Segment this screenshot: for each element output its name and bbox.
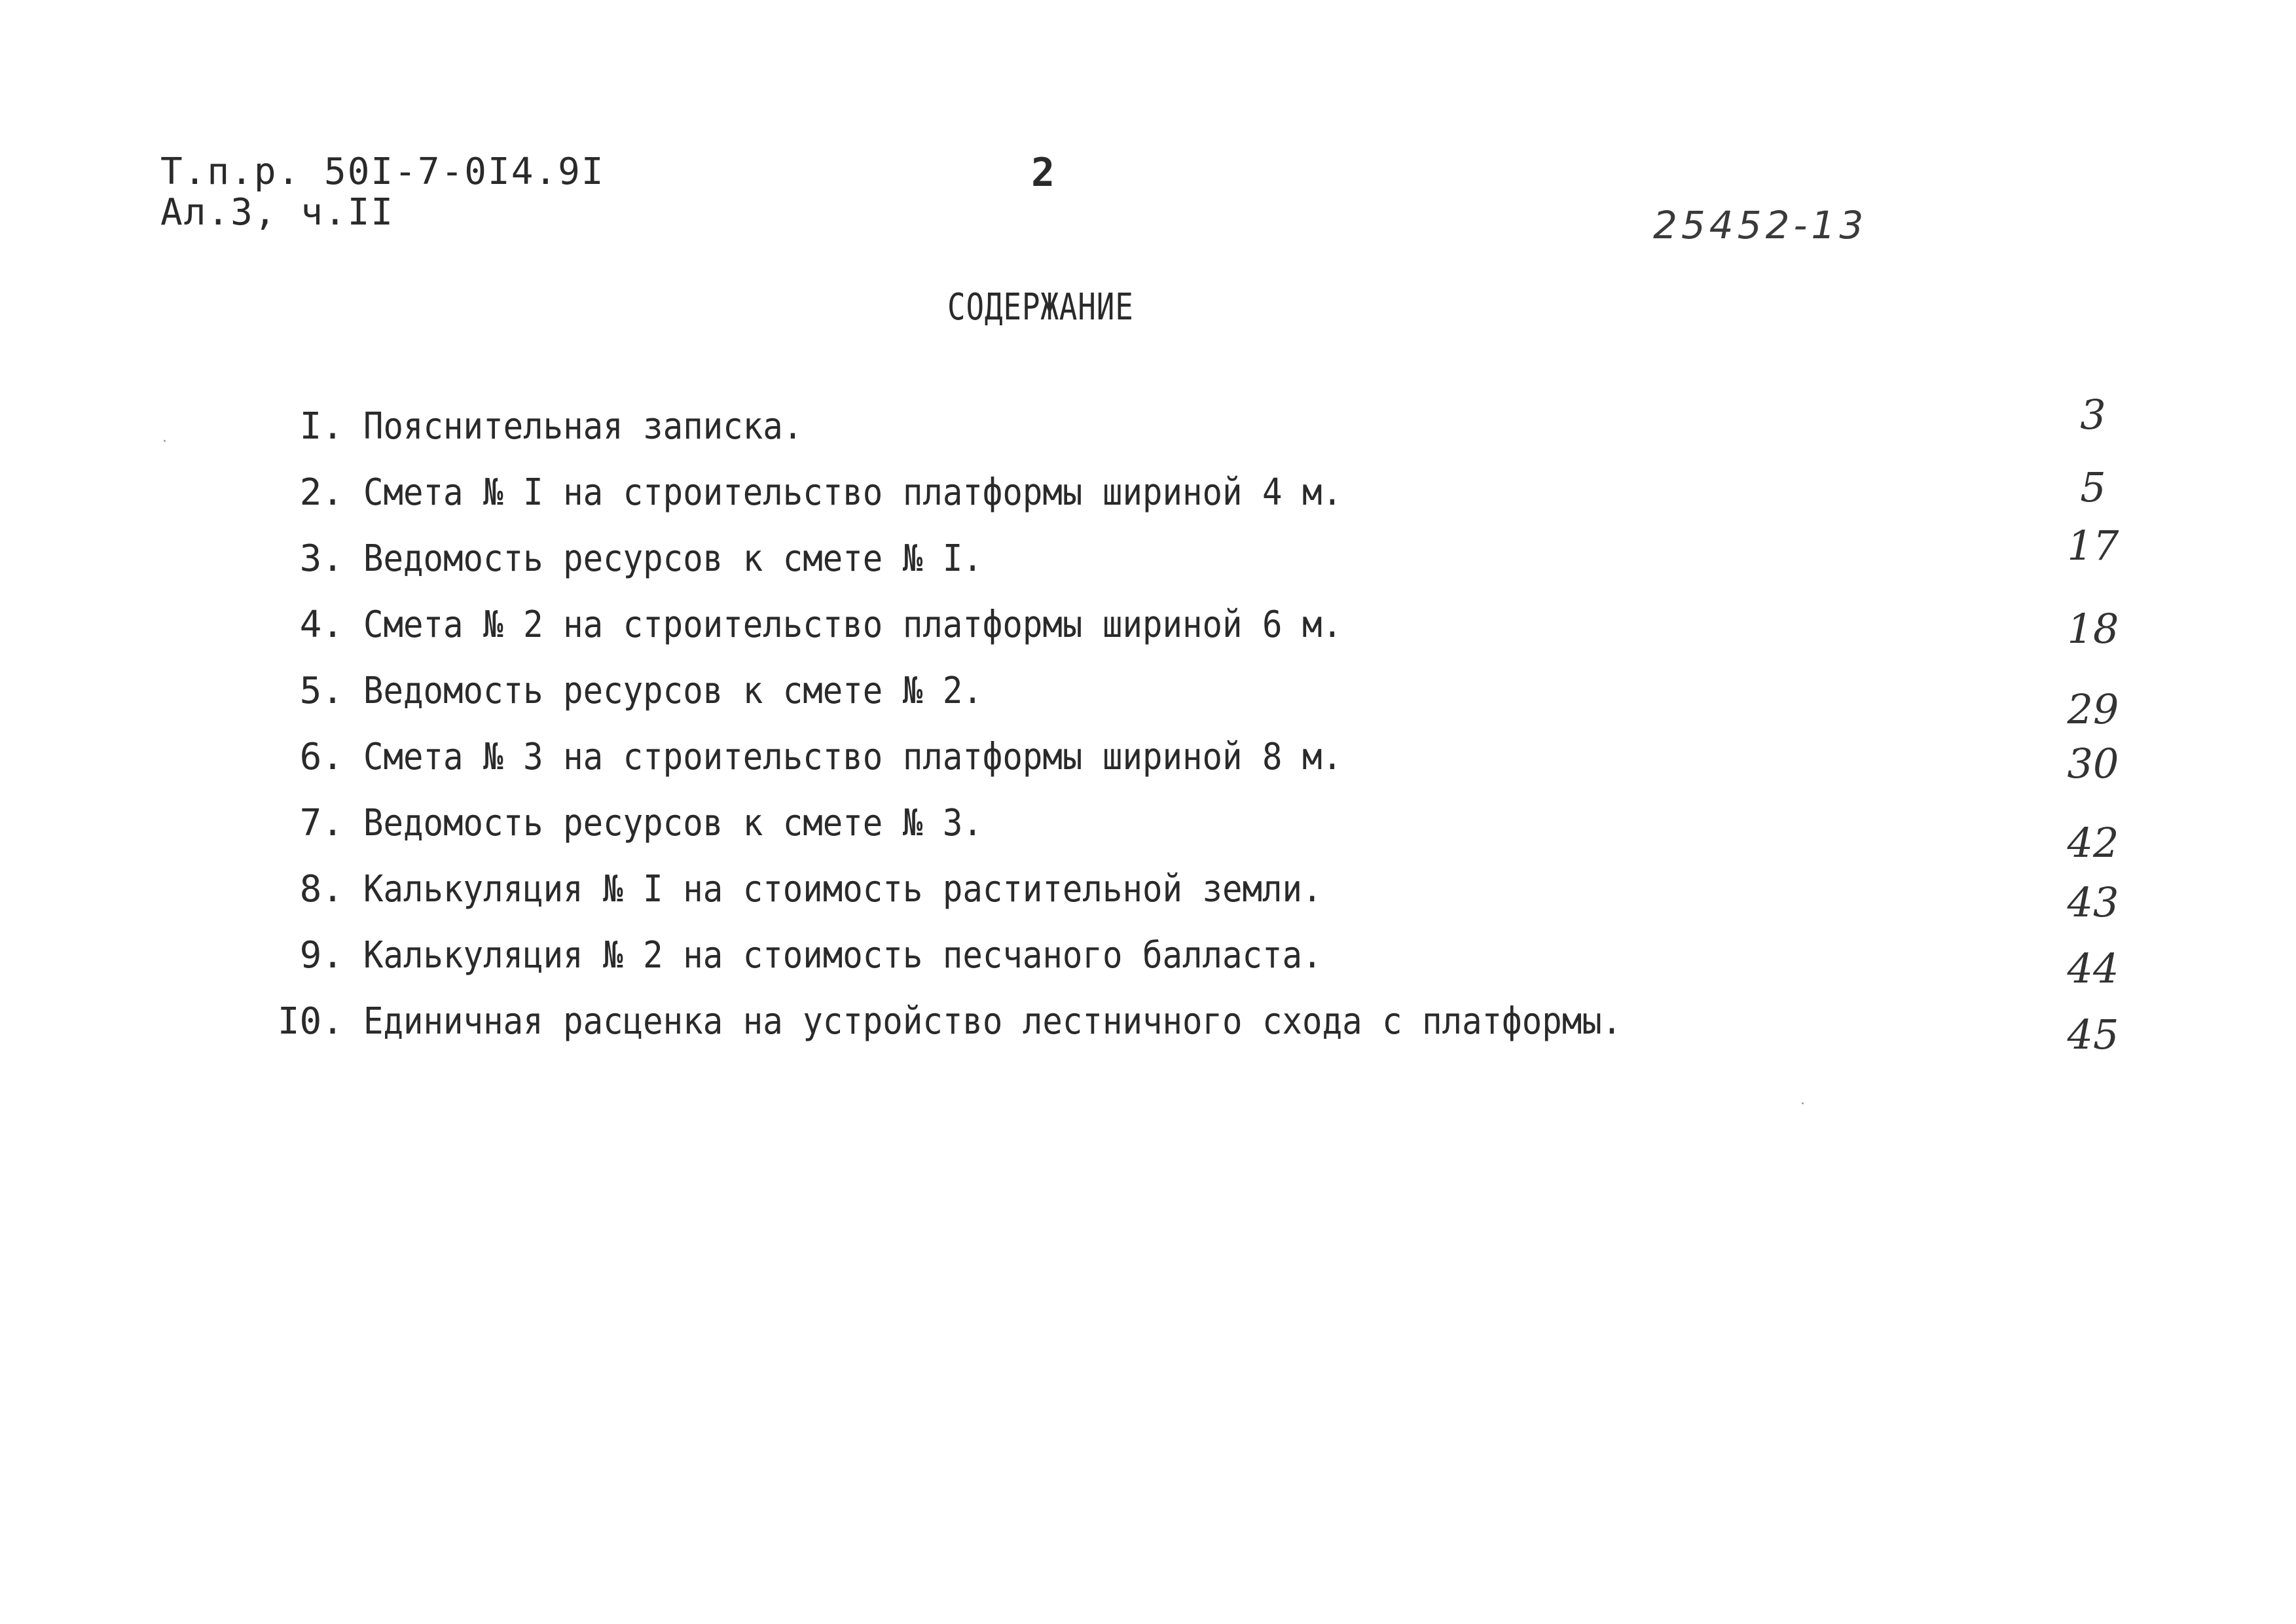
toc-item-page: 42 <box>2067 819 2119 867</box>
table-of-contents <box>0 391 2296 1062</box>
toc-item-number: 5. <box>299 670 344 712</box>
scan-speck <box>1802 1102 1804 1104</box>
toc-item <box>0 929 2296 996</box>
toc-item-text: Калькуляция № 2 на стоимость песчаного балласта. <box>363 934 1322 977</box>
toc-item <box>0 996 2296 1062</box>
toc-item-page: 3 <box>2080 391 2106 439</box>
toc-item-page: 45 <box>2067 1011 2119 1058</box>
toc-item-number: 2. <box>299 471 344 514</box>
toc-item <box>0 463 2296 533</box>
scan-speck <box>164 440 166 442</box>
toc-item-page: 30 <box>2067 740 2119 787</box>
archive-number: 25452-13 <box>1653 203 1868 247</box>
toc-item-page: 17 <box>2067 522 2119 569</box>
toc-item-number: 4. <box>299 604 344 646</box>
toc-item-page: 5 <box>2080 463 2106 511</box>
toc-item-number: 3. <box>299 537 344 580</box>
toc-item <box>0 665 2296 731</box>
toc-item <box>0 797 2296 867</box>
document-code-line-2: Ал.3, ч.II <box>160 191 395 234</box>
toc-item-text: Ведомость ресурсов к смете № 3. <box>363 802 983 844</box>
toc-item <box>0 391 2296 467</box>
toc-item-text: Ведомость ресурсов к смете № I. <box>363 537 983 580</box>
toc-item-text: Смета № I на строительство платформы шириной 4 м. <box>363 471 1343 514</box>
page-number: 2 <box>1031 150 1055 196</box>
document-code-line-1: Т.п.р. 50I-7-0I4.9I <box>160 151 605 193</box>
toc-item <box>0 522 2296 599</box>
toc-item-text: Калькуляция № I на стоимость растительной земли. <box>363 868 1322 911</box>
toc-item-number: 7. <box>299 802 344 844</box>
document-code <box>160 152 605 233</box>
toc-title: СОДЕРЖАНИЕ <box>947 286 1134 329</box>
toc-item-text: Ведомость ресурсов к смете № 2. <box>363 670 983 712</box>
toc-item-number: I. <box>299 405 344 448</box>
toc-item-text: Пояснительная записка. <box>363 405 803 448</box>
toc-item-number: 6. <box>299 736 344 778</box>
toc-item-page: 29 <box>2067 685 2119 733</box>
toc-item-number: 9. <box>299 934 344 977</box>
toc-item <box>0 863 2296 929</box>
toc-item-number: I0. <box>277 1000 344 1043</box>
toc-item-text: Смета № 3 на строительство платформы шириной 8 м. <box>363 736 1343 778</box>
toc-item-page: 18 <box>2067 605 2119 653</box>
toc-item <box>0 599 2296 665</box>
toc-item-page: 43 <box>2067 878 2119 926</box>
toc-item-number: 8. <box>299 868 344 911</box>
toc-item <box>0 731 2296 797</box>
toc-item-text: Смета № 2 на строительство платформы шириной 6 м. <box>363 604 1343 646</box>
toc-item-page: 44 <box>2067 945 2119 992</box>
toc-item-text: Единичная расценка на устройство лестничного схода с платформы. <box>363 1000 1622 1043</box>
